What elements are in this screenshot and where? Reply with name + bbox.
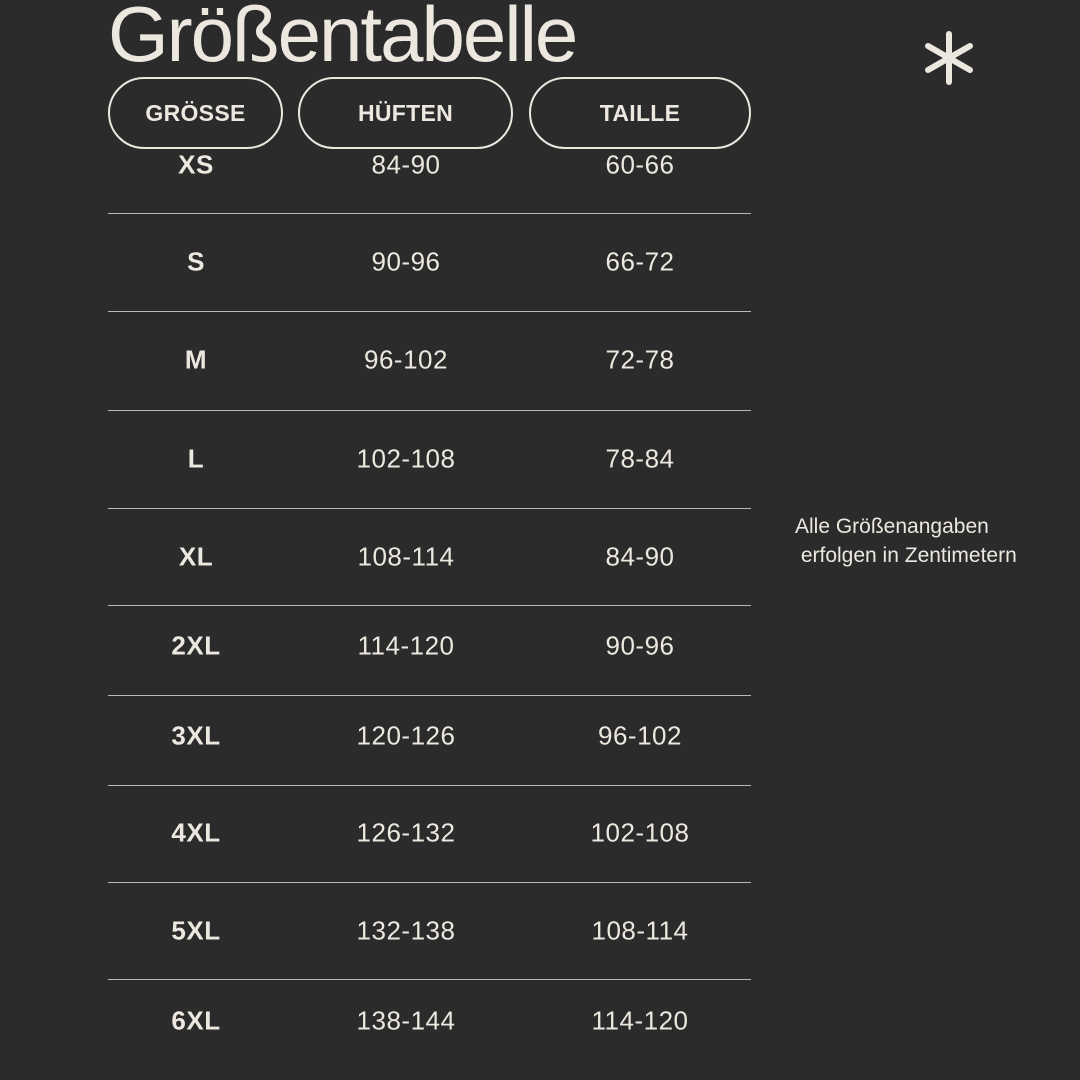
measurement-note — [795, 512, 1017, 570]
size-cell: 5XL — [171, 915, 221, 946]
waist-cell: 78-84 — [605, 443, 675, 474]
hips-cell: 102-108 — [356, 443, 456, 474]
note-line-2: erfolgen in Zentimetern — [795, 544, 1017, 567]
hips-cell: 96-102 — [364, 344, 448, 375]
row-divider — [108, 979, 751, 980]
waist-cell: 84-90 — [605, 541, 675, 572]
row-divider — [108, 695, 751, 696]
size-cell: XL — [178, 541, 214, 572]
row-divider — [108, 605, 751, 606]
size-cell: M — [184, 344, 208, 375]
note-line-1: Alle Größenangaben — [795, 515, 989, 538]
row-divider — [108, 785, 751, 786]
column-header-size: GRÖSSE — [108, 77, 283, 149]
size-cell: 3XL — [171, 720, 221, 751]
waist-cell: 90-96 — [605, 630, 675, 661]
column-header-hips: HÜFTEN — [298, 77, 513, 149]
page-title: Größentabelle — [108, 0, 577, 78]
hips-cell: 108-114 — [357, 541, 455, 572]
waist-cell: 108-114 — [591, 915, 689, 946]
size-cell: 4XL — [171, 817, 221, 848]
hips-cell: 138-144 — [356, 1005, 456, 1036]
size-cell: 2XL — [171, 630, 221, 661]
waist-cell: 66-72 — [605, 246, 675, 277]
hips-cell: 90-96 — [371, 246, 441, 277]
size-cell: XS — [178, 149, 214, 180]
waist-cell: 114-120 — [591, 1005, 689, 1036]
hips-cell: 132-138 — [356, 915, 456, 946]
size-cell: L — [187, 443, 205, 474]
hips-cell: 114-120 — [357, 630, 455, 661]
asterisk-icon — [919, 28, 979, 88]
column-header-waist: TAILLE — [529, 77, 751, 149]
row-divider — [108, 508, 751, 509]
row-divider — [108, 410, 751, 411]
waist-cell: 96-102 — [598, 720, 682, 751]
row-divider — [108, 213, 751, 214]
waist-cell: 72-78 — [605, 344, 675, 375]
row-divider — [108, 882, 751, 883]
hips-cell: 120-126 — [356, 720, 456, 751]
hips-cell: 126-132 — [356, 817, 456, 848]
waist-cell: 60-66 — [605, 149, 675, 180]
size-cell: S — [187, 246, 205, 277]
waist-cell: 102-108 — [590, 817, 690, 848]
size-cell: 6XL — [171, 1005, 221, 1036]
hips-cell: 84-90 — [371, 149, 441, 180]
row-divider — [108, 311, 751, 312]
